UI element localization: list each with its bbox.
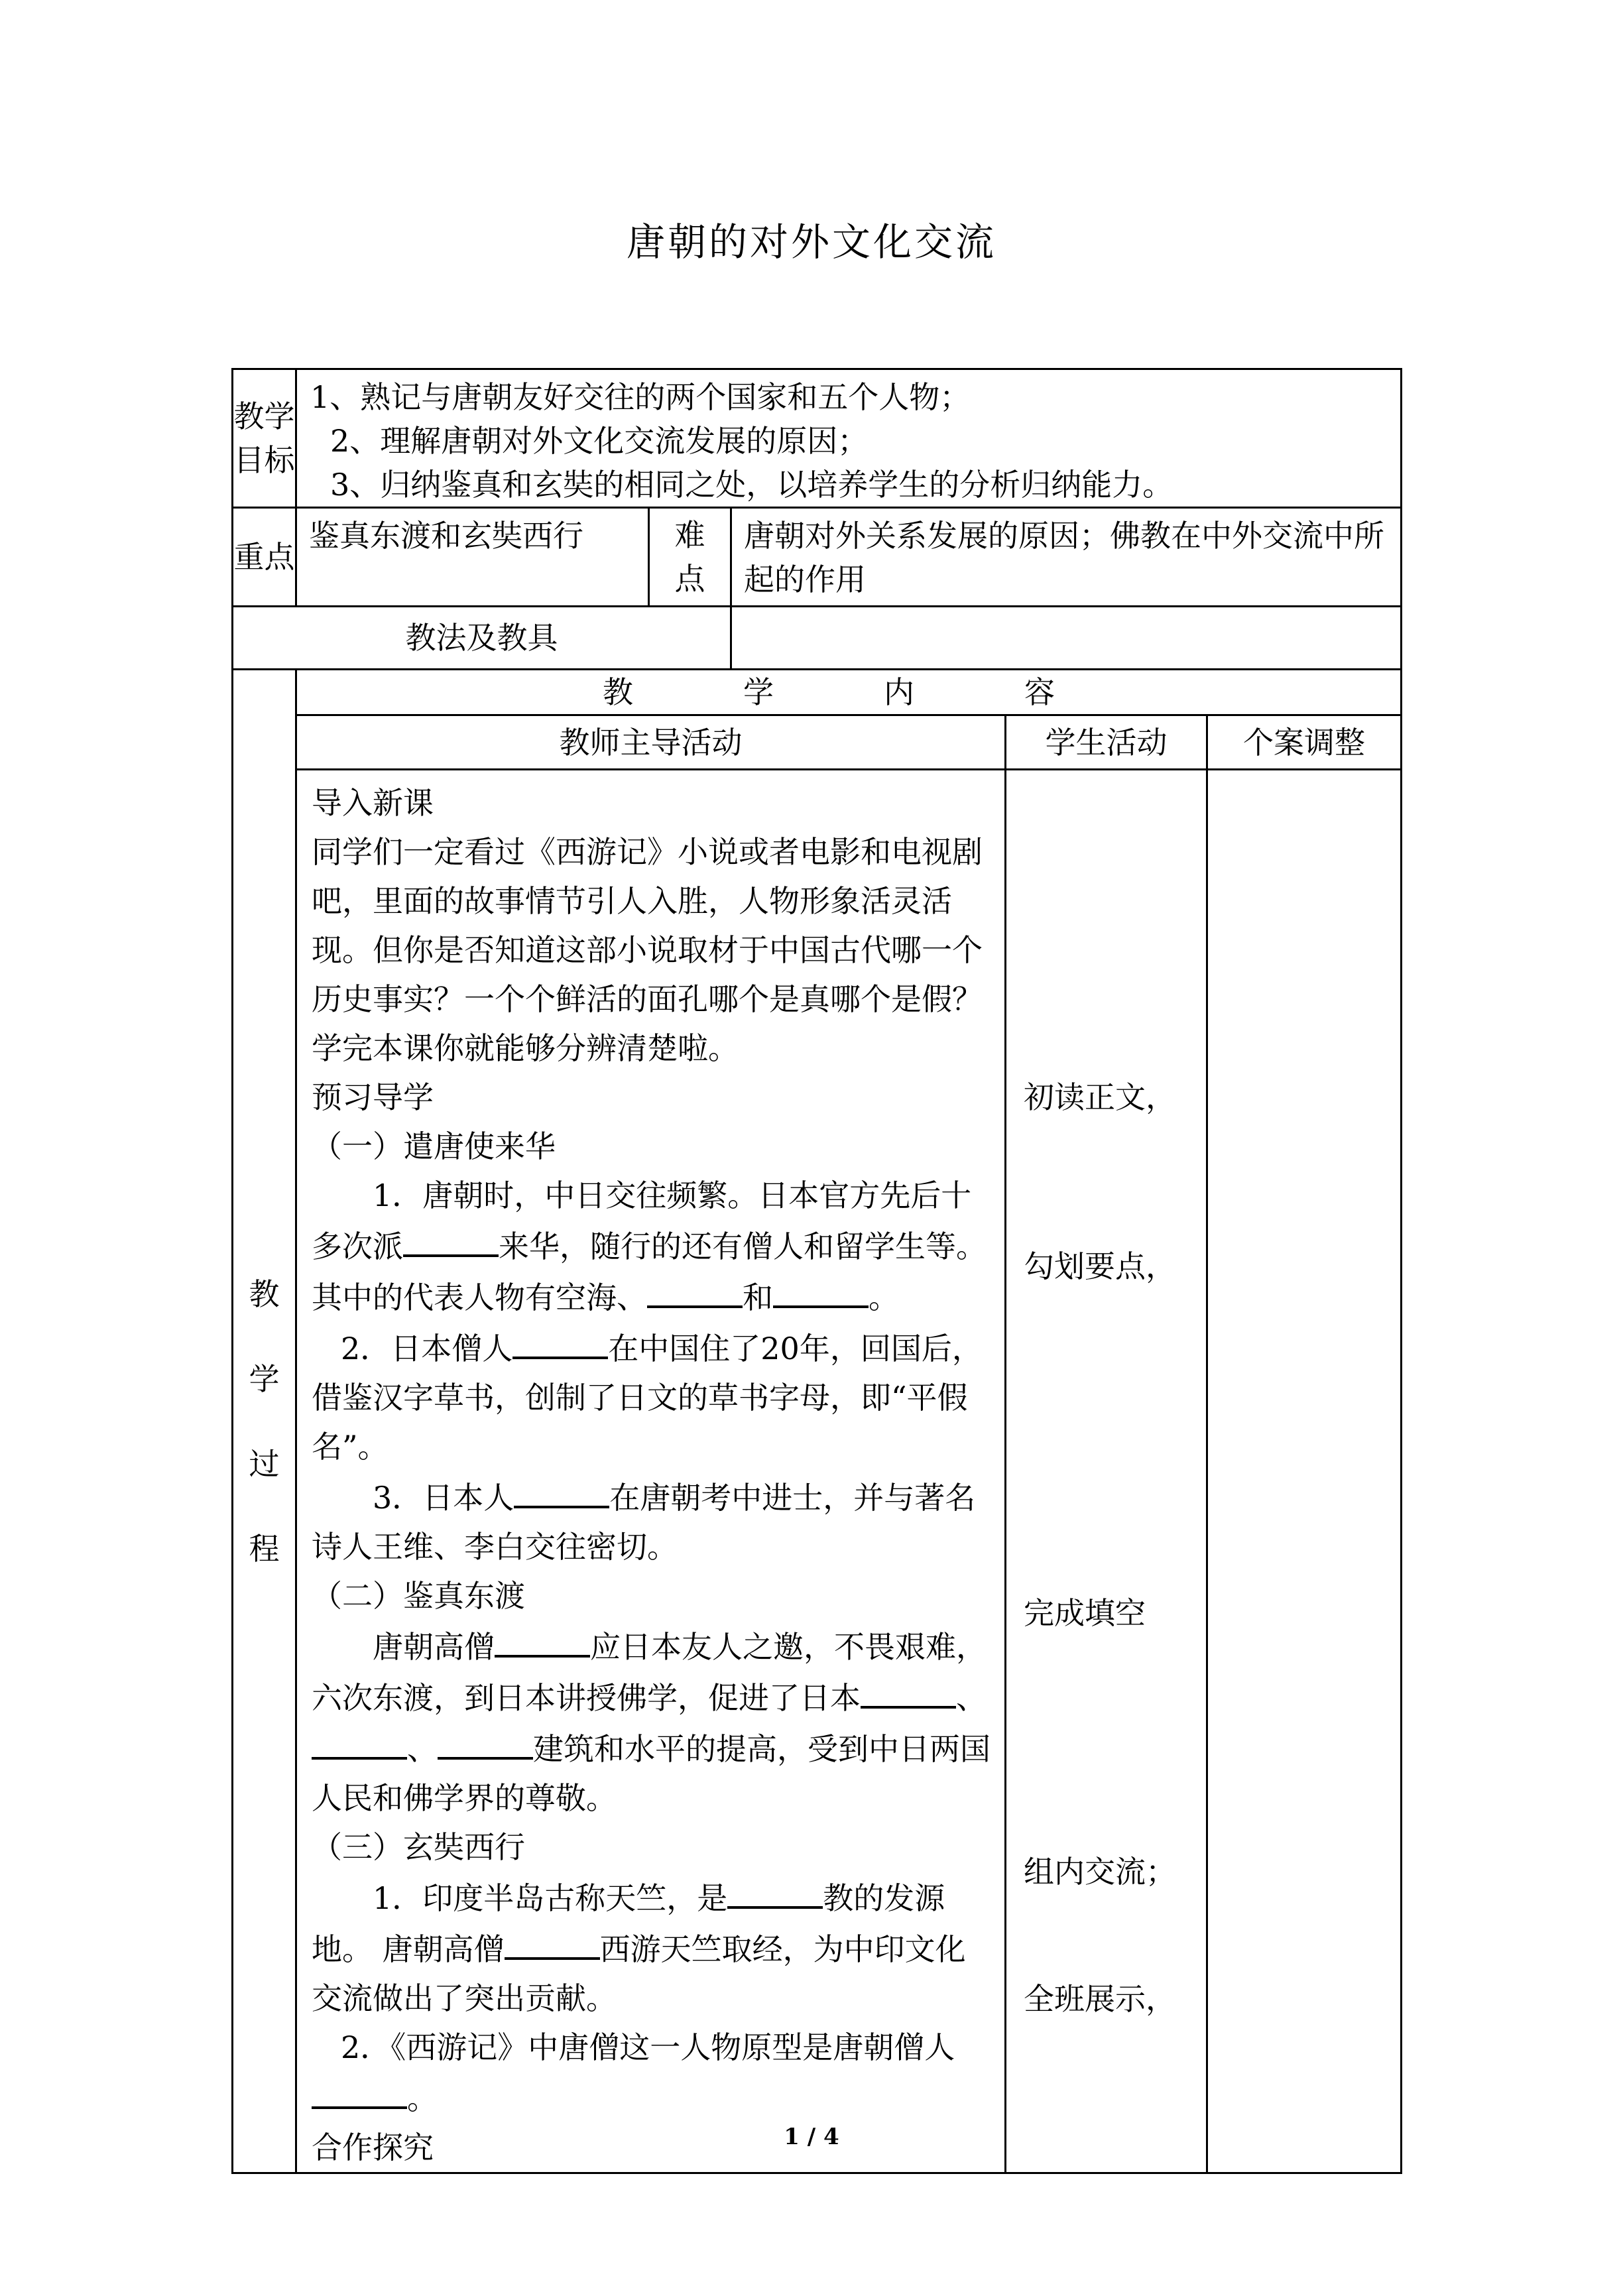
teacher-activities — [296, 770, 1006, 2173]
content-header-row — [233, 670, 1402, 715]
adjust-column — [1207, 770, 1402, 2173]
answer-blank — [861, 1671, 956, 1709]
section2-title: （二）鉴真东渡 — [312, 1578, 525, 1614]
student-activity: 勾划要点， — [1024, 1248, 1176, 1284]
page-number: 1 / 4 — [784, 2124, 839, 2150]
student-activity: 初读正文， — [1024, 1079, 1176, 1115]
question: 2．《西游记》中唐僧这一人物原型是唐朝僧人。 — [312, 2023, 992, 2123]
col-teacher-header: 教师主导活动 — [296, 715, 1006, 770]
difficult-label: 难 点 — [649, 508, 731, 607]
col-student-header: 学生活动 — [1006, 715, 1207, 770]
section3-title: （三）玄奘西行 — [312, 1829, 525, 1865]
answer-blank — [312, 1722, 407, 1760]
key-label: 重点 — [233, 508, 296, 607]
answer-blank — [514, 1471, 609, 1508]
goal-item: 2、理解唐朝对外文化交流发展的原因； — [330, 423, 869, 459]
intro-title: 导入新课 — [312, 785, 434, 821]
key-row — [233, 508, 1402, 607]
answer-blank — [727, 1872, 823, 1909]
answer-blank — [495, 1620, 590, 1658]
key-text: 鉴真东渡和玄奘西行 — [296, 508, 649, 607]
student-activities — [1006, 770, 1207, 2173]
section1-title: （一）遣唐使来华 — [312, 1128, 556, 1164]
coop-title: 合作探究 — [312, 2130, 434, 2165]
lesson-plan-table — [231, 368, 1402, 2174]
answer-blank — [438, 1722, 533, 1760]
answer-blank — [647, 1271, 743, 1308]
student-activity: 组内交流； — [1024, 1854, 1176, 1890]
preview-title: 预习导学 — [312, 1079, 434, 1115]
methods-row — [233, 607, 1402, 670]
methods-value — [731, 607, 1402, 670]
intro-text: 同学们一定看过《西游记》小说或者电影和电视剧吧，里面的故事情节引人入胜，人物形象活灵活现。但你是否知道这部小说取材于中国古代哪一个历史事实？一个个鲜活的面孔哪个是真哪个是假？学完本课你就能够分辨清楚啦。 — [312, 834, 983, 1066]
goals-label: 教学 目标 — [233, 369, 296, 508]
answer-blank — [512, 1322, 608, 1359]
goal-item: 1、熟记与唐朝友好交往的两个国家和五个人物； — [310, 379, 971, 415]
answer-blank — [312, 2072, 407, 2109]
answer-blank — [403, 1220, 499, 1257]
col-adjust-header: 个案调整 — [1207, 715, 1402, 770]
methods-label: 教法及教具 — [233, 607, 731, 670]
question: 3．日本人 在唐朝考中进士，并与著名诗人王维、李白交往密切。 — [312, 1471, 992, 1571]
question: 1．唐朝时，中日交往频繁。日本官方先后十多次派 来华，随行的还有僧人和留学生等。 其中的代表人物有空海、 和 。 — [312, 1178, 987, 1315]
goals-content — [296, 369, 1402, 508]
difficult-text: 唐朝对外关系发展的原因；佛教在中外交流中所起的作用 — [731, 508, 1402, 607]
question: 1．印度半岛古称天竺，是 教的发源地。 唐朝高僧 西游天竺取经，为中印文化交流做出了突出贡献。 — [312, 1872, 992, 2023]
question: 2．日本僧人 在中国住了20年，回国后，借鉴汉字草书，创制了日文的草书字母，即“平假名”。 — [312, 1322, 992, 1471]
goal-item: 3、归纳鉴真和玄奘的相同之处，以培养学生的分析归纳能力。 — [330, 467, 1173, 503]
student-activity: 全班展示， — [1024, 1981, 1176, 2017]
student-activity: 完成填空 — [1024, 1595, 1146, 1631]
content-row — [233, 770, 1402, 2173]
answer-blank — [773, 1271, 869, 1308]
question: 唐朝高僧 应日本友人之邀，不畏艰难，六次东渡，到日本讲授佛学，促进了日本 、、 建筑和水平的提高，受到中日两国人民和佛学界的尊敬。 — [312, 1620, 992, 1823]
content-header: 教 学 内 容 — [296, 670, 1402, 715]
page-title: 唐朝的对外文化交流 — [626, 219, 996, 265]
goals-row — [233, 369, 1402, 508]
process-label: 教 学 过 程 — [233, 670, 296, 2173]
column-header-row — [233, 715, 1402, 770]
answer-blank — [505, 1923, 600, 1960]
